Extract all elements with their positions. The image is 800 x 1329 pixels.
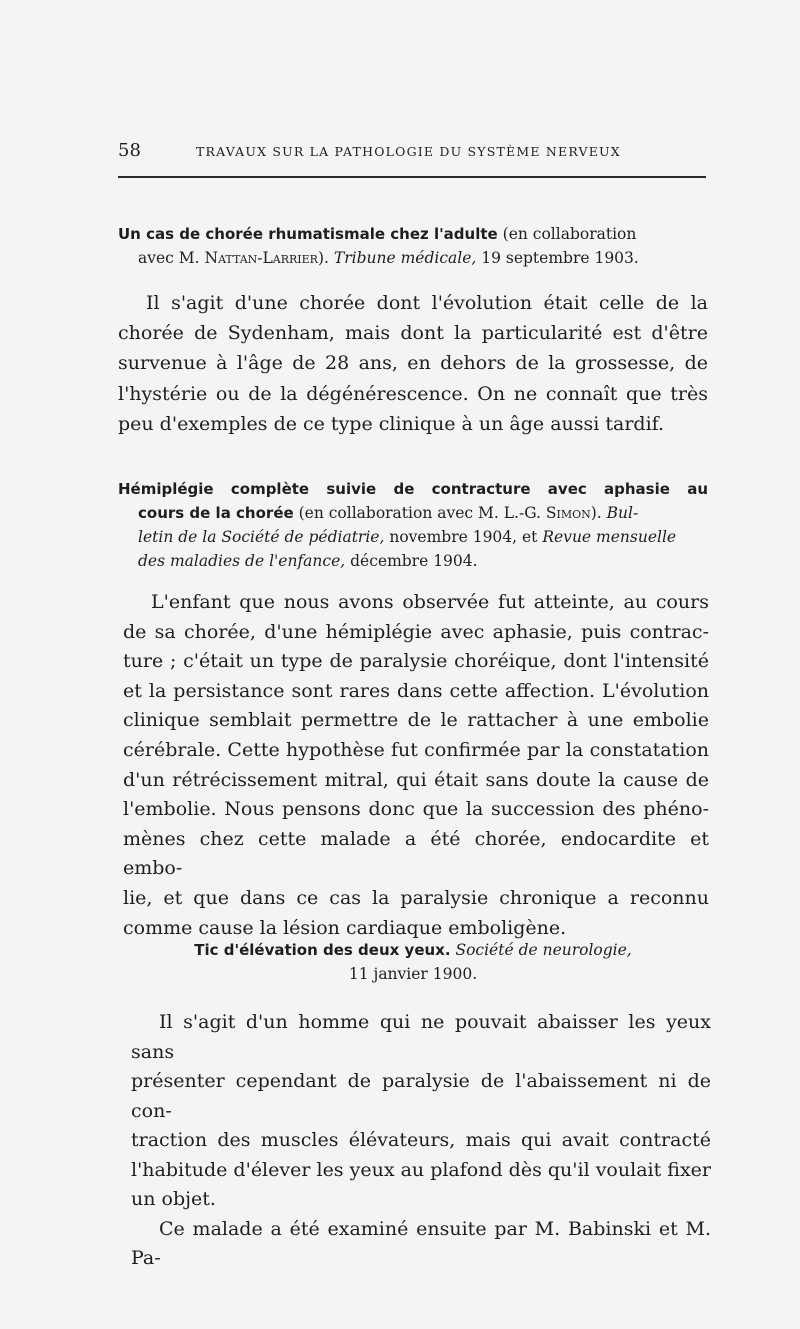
entry-1-collab-line2: avec M. — [138, 249, 205, 267]
entry-3-paragraph — [131, 1008, 711, 1274]
text-line: de sa chorée, d'une hémiplégie avec aphasie, puis contrac- — [123, 620, 709, 643]
text-line: un objet. — [131, 1188, 216, 1210]
text-line: et la persistance sont rares dans cette affection. L'évolution — [123, 679, 709, 702]
entry-3-paragraph-2: Ce malade a été examiné ensuite par M. Babinski et M. Pa- — [131, 1217, 711, 1269]
entry-2-title-line2: cours de la chorée — [138, 504, 294, 522]
text-line: survenue à l'âge de 28 ans, en dehors de la grossesse, de — [118, 352, 708, 375]
entry-1-collab: (en collaboration — [502, 225, 637, 243]
entry-2-collab: (en collaboration avec M. — [293, 504, 504, 522]
text-line: comme cause la lésion cardiaque emboligène. — [123, 916, 567, 939]
entry-1-collab-suffix: ). — [317, 249, 334, 267]
entry-2-date1: novembre 1904, et — [384, 528, 543, 546]
text-line: présenter cependant de paralysie de l'abaissement ni de con- — [131, 1070, 711, 1122]
entry-2-title-line1: Hémiplégie complète suivie de contracture avec aphasie au — [118, 480, 708, 498]
text-line: L'enfant que nous avons observée fut atteinte, au cours — [151, 591, 709, 613]
text-line: chorée de Sydenham, mais dont la particularité est d'être — [118, 322, 708, 345]
entry-2-paragraph — [123, 588, 709, 943]
entry-1-journal: Tribune médicale, — [333, 249, 477, 267]
text-line: peu d'exemples de ce type clinique à un âge aussi tardif. — [118, 412, 665, 435]
text-line: cérébrale. Cette hypothèse fut confirmée par la constatation — [123, 738, 709, 761]
entry-2-journal2b: des maladies de l'enfance, — [138, 552, 346, 570]
entry-2-journal1b: letin de la Société de pédiatrie, — [138, 528, 385, 546]
text-line: clinique semblait permettre de le rattacher à une embolie — [123, 709, 709, 732]
entry-1-title: Un cas de chorée rhumatismale chez l'adulte — [118, 225, 498, 243]
page-number: 58 — [118, 140, 141, 161]
entry-2-author: L.-G. Simon — [503, 504, 591, 522]
text-line: ture ; c'était un type de paralysie choréique, dont l'intensité — [123, 650, 709, 673]
entry-2-journal2: Revue mensuelle — [542, 528, 677, 546]
text-line: d'un rétrécissement mitral, qui était sans doute la cause de — [123, 768, 709, 791]
entry-1-date: 19 septembre 1903. — [476, 249, 639, 267]
entry-2-collab-suffix: ). — [590, 504, 607, 522]
text-line: mènes chez cette malade a été chorée, endocardite et embo- — [123, 827, 709, 880]
text-line: l'habitude d'élever les yeux au plafond dès qu'il voulait fixer — [131, 1158, 711, 1181]
running-head — [118, 140, 708, 166]
text-line: Il s'agit d'une chorée dont l'évolution était celle de la — [146, 292, 708, 314]
entry-1-heading — [118, 222, 708, 270]
entry-2-date2: décembre 1904. — [345, 552, 478, 570]
entry-3-date: 11 janvier 1900. — [348, 965, 478, 983]
entry-2-journal1: Bul- — [606, 504, 639, 522]
entry-1-author: Nattan-Larrier — [204, 249, 318, 267]
entry-3-title: Tic d'élévation des deux yeux. — [194, 941, 451, 959]
entry-3-heading — [118, 938, 708, 986]
entry-1-paragraph — [118, 288, 708, 439]
text-line: l'embolie. Nous pensons donc que la succession des phéno- — [123, 798, 709, 821]
running-title: TRAVAUX SUR LA PATHOLOGIE DU SYSTÈME NERVEUX — [196, 144, 621, 159]
text-line: traction des muscles élévateurs, mais qui avait contracté — [131, 1129, 711, 1151]
text-line: lie, et que dans ce cas la paralysie chronique a reconnu — [123, 886, 709, 909]
text-line: l'hystérie ou de la dégénérescence. On ne connaît que très — [118, 382, 708, 405]
text-line: Il s'agit d'un homme qui ne pouvait abaisser les yeux sans — [131, 1011, 711, 1063]
entry-2-heading — [118, 477, 708, 573]
header-rule — [118, 176, 706, 178]
entry-3-journal: Société de neurologie, — [450, 941, 632, 959]
